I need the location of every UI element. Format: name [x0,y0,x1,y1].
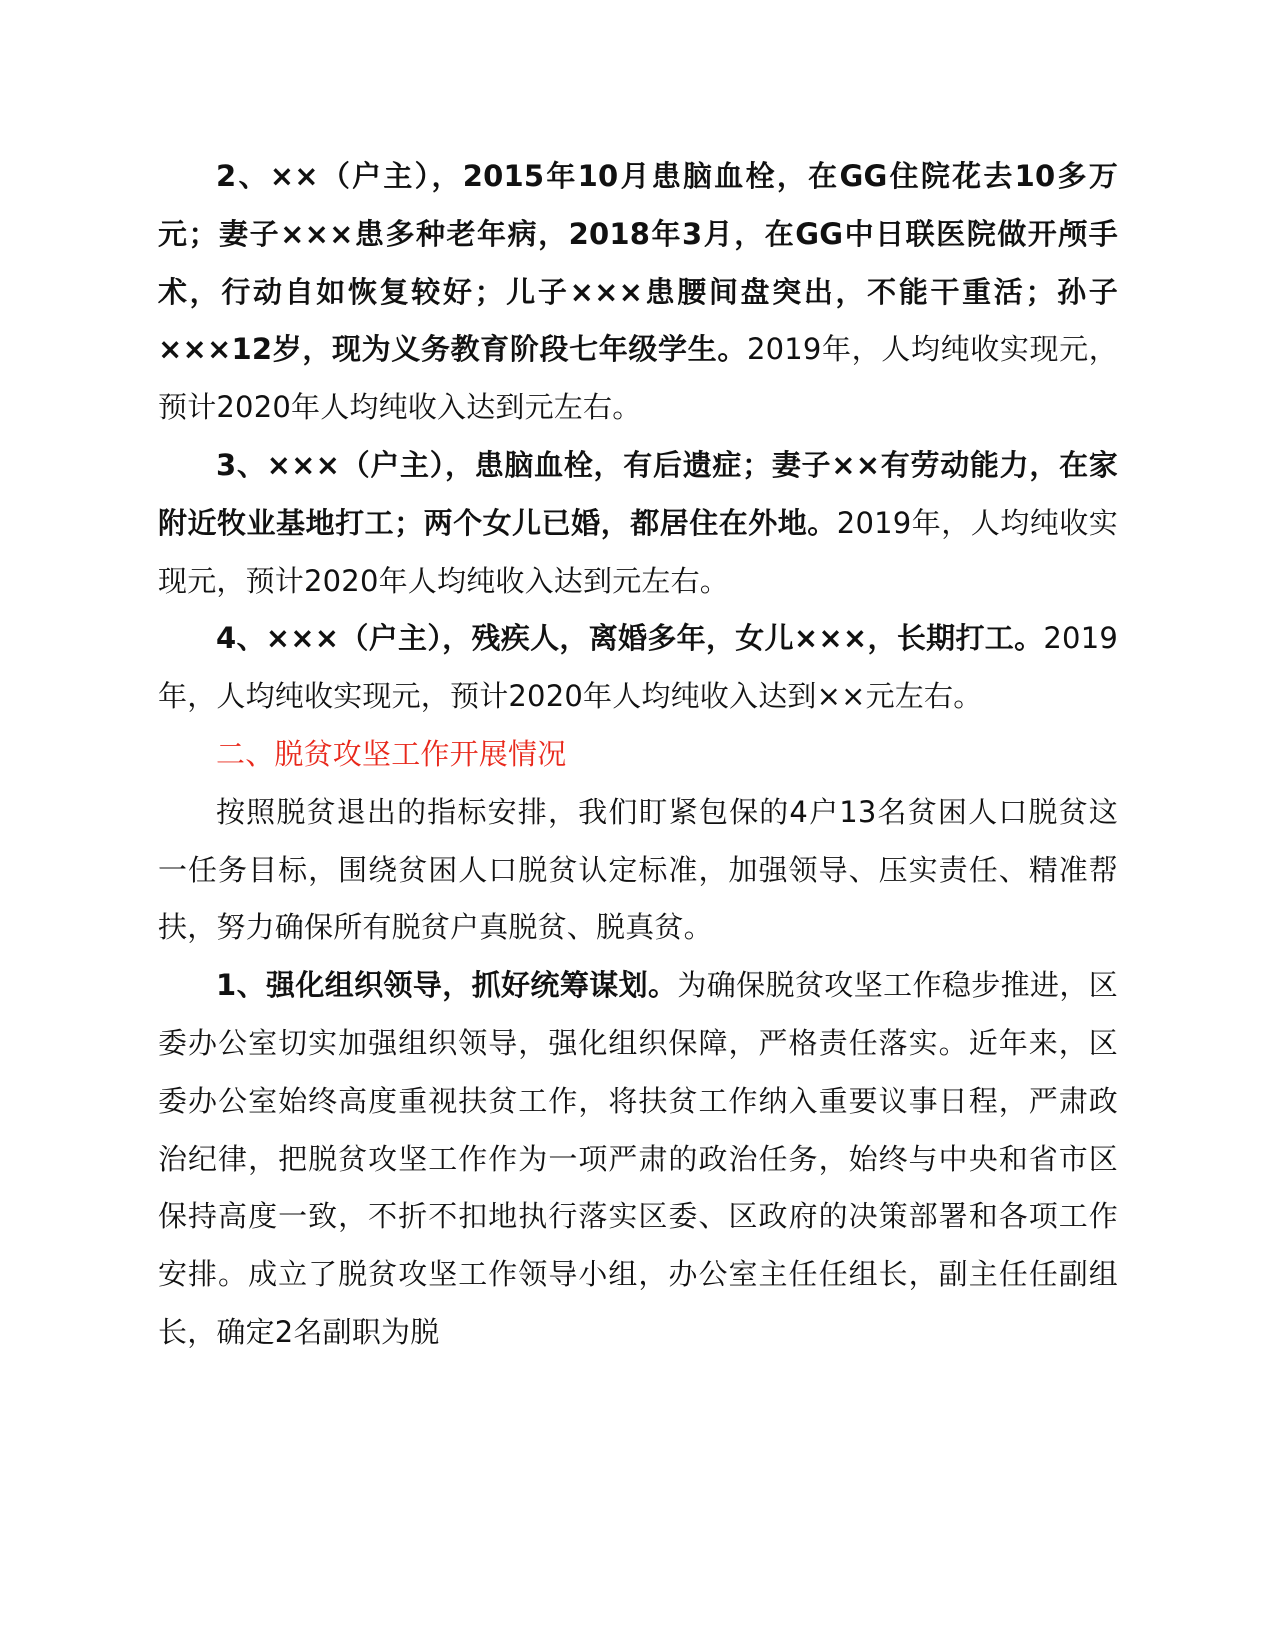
household-4-income: 2019年，人均纯收实现元，预计2020年人均纯收入达到××元左右。 [158,621,1118,714]
section-heading: 二、脱贫攻坚工作开展情况 [216,736,567,771]
measure-1-body: 为确保脱贫攻坚工作稳步推进，区委办公室切实加强组织领导，强化组织保障，严格责任落实。近年来，区委办公室始终高度重视扶贫工作，将扶贫工作纳入重要议事日程，严肃政治纪律，把脱贫攻坚工作作为一项严肃的政治任务，始终与中央和省市区保持高度一致，不折不扣地执行落实区委、区政府的决策部署和各项工作安排。成立了脱贫攻坚工作领导小组，办公室主任任组长，副主任任副组长，确定2名副职为脱 [158,968,1118,1349]
intro-paragraph: 按照脱贫退出的指标安排，我们盯紧包保的4户13名贫困人口脱贫这一任务目标，围绕贫困人口脱贫认定标准，加强领导、压实责任、精准帮扶，努力确保所有脱贫户真脱贫、脱真贫。 [158,794,1118,945]
measure-1-title: 1、强化组织领导，抓好统筹谋划。 [216,968,678,1003]
household-paragraph-2 [158,148,1118,437]
household-3-income: 2019年，人均纯收实现元，预计2020年人均纯收入达到元左右。 [158,505,1118,598]
measure-paragraph-1 [158,957,1118,1362]
household-paragraph-4 [158,610,1118,726]
document-body [158,148,1118,1362]
household-4-summary: 4、×××（户主），残疾人，离婚多年，女儿×××，长期打工。 [216,621,1044,656]
household-paragraph-3 [158,437,1118,610]
household-2-summary: 2、××（户主），2015年10月患脑血栓，在GG住院花去10多万元；妻子×××患多种老年病，2018年3月，在GG中日联医院做开颅手术，行动自如恢复较好；儿子×××患腰间盘突出，不能干重活；孙子×××12岁，现为义务教育阶段七年级学生。 [158,159,1118,367]
household-2-income: 2019年，人均纯收实现元，预计2020年人均纯收入达到元左右。 [158,332,1118,425]
household-3-summary: 3、×××（户主），患脑血栓，有后遗症；妻子××有劳动能力，在家附近牧业基地打工；两个女儿已婚，都居住在外地。 [158,447,1118,540]
